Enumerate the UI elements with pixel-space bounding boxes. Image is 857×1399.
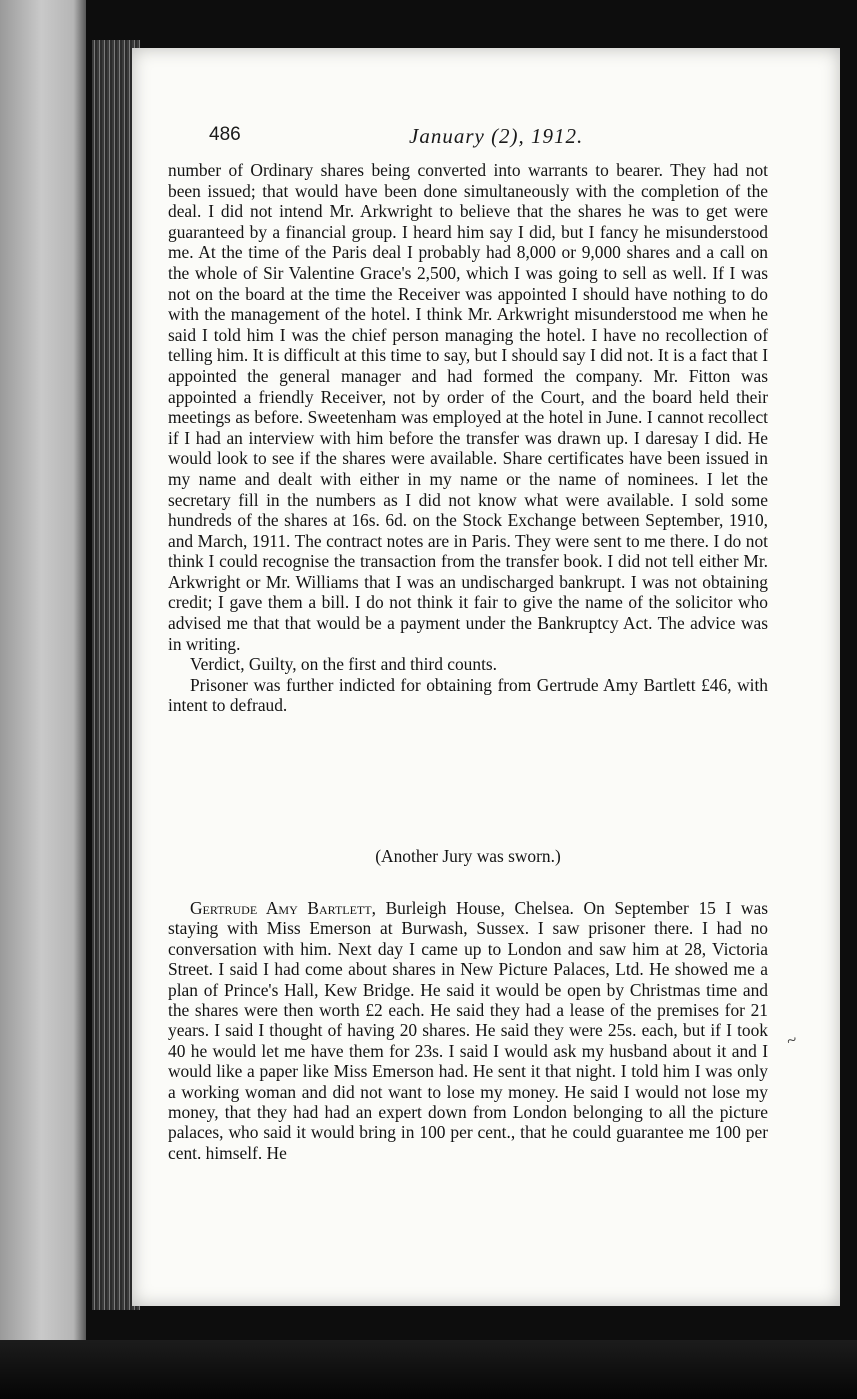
witness-testimony: Burleigh House, Chelsea. On September 15 I was staying with Miss Emerson at Burwash, Sussex. I saw prisoner there. I had no conversation with him. Next day I came up to London and saw him at 28, Victoria Street. I said I had come about shares in New Picture Palaces, Ltd. He showed me a plan of Prince's Hall, Kew Bridge. He said it would be open by Christmas time and the shares were then worth £2 each. He said they had a lease of the premises for 21 years. I said I thought of having 20 shares. He said they were 25s. each, but if I took 40 he would let me have them for 23s. I said I would ask my husband about it and I would like a paper like Miss Emerson had. He sent it that night. I told him I was only a working woman and did not want to lose my money. He said I would not lose my money, that they had had an expert down from London belonging to all the picture palaces, who said it would bring in 100 per cent., that he could guarantee me 100 per cent. himself. He [168,898,768,1163]
witness-name: Gertrude Amy Bartlett, [190,898,376,918]
running-title: January (2), 1912. [409,124,584,148]
jury-note: (Another Jury was sworn.) [375,846,561,866]
main-text [168,160,768,716]
paragraph-indictment: Prisoner was further indicted for obtaining from Gertrude Amy Bartlett £46, with intent to defraud. [168,674,768,716]
scan-margin [0,0,92,1399]
page-header [209,118,784,148]
margin-pencil-mark: ~ [783,1028,800,1052]
scan-bottom-edge [0,1340,857,1399]
paragraph-testimony: number of Ordinary shares being converted into warrants to bearer. They had not been issued; that would have been done simultaneously with the completion of the deal. I did not intend Mr. Arkwright to believe that the shares he was to get were guaranteed by a financial group. I heard him say I did, but I fancy he misunderstood me. At the time of the Paris deal I probably had 8,000 or 9,000 shares and a call on the whole of Sir Valentine Grace's 2,500, which I was going to sell as well. If I was not on the board at the time the Receiver was appointed I should have nothing to do with the management of the hotel. I think Mr. Arkwright misunderstood me when he said I told him I was the chief person managing the hotel. I have no recollection of telling him. It is difficult at this time to say, but I should say I did not. It is a fact that I appointed the general manager and had formed the company. Mr. Fitton was appointed a friendly Receiver, not by order of the Court, and the board held their meetings as before. Sweetenham was employed at the hotel in June. I cannot recollect if I had an interview with him before the transfer was drawn up. I daresay I did. He would look to see if the shares were available. Share certificates have been issued in my name and dealt with either in my name or the name of nominees. I let the secretary fill in the numbers as I did not know what were available. I sold some hundreds of the shares at 16s. 6d. on the Stock Exchange between September, 1910, and March, 1911. The contract notes are in Paris. They were sent to me there. I do not think I could recognise the transaction from the transfer book. I did not tell either Mr. Arkwright or Mr. Williams that I was an undischarged bankrupt. I was not obtaining credit; I gave them a bill. I do not think it fair to give the name of the solicitor who advised me that that would be a payment under the Bankruptcy Act. The advice was in writing. [168,160,768,654]
page-number: 486 [209,124,241,145]
paragraph-verdict: Verdict, Guilty, on the first and third counts. [190,654,498,675]
witness-section [168,898,768,1163]
witness-paragraph [168,898,768,1163]
